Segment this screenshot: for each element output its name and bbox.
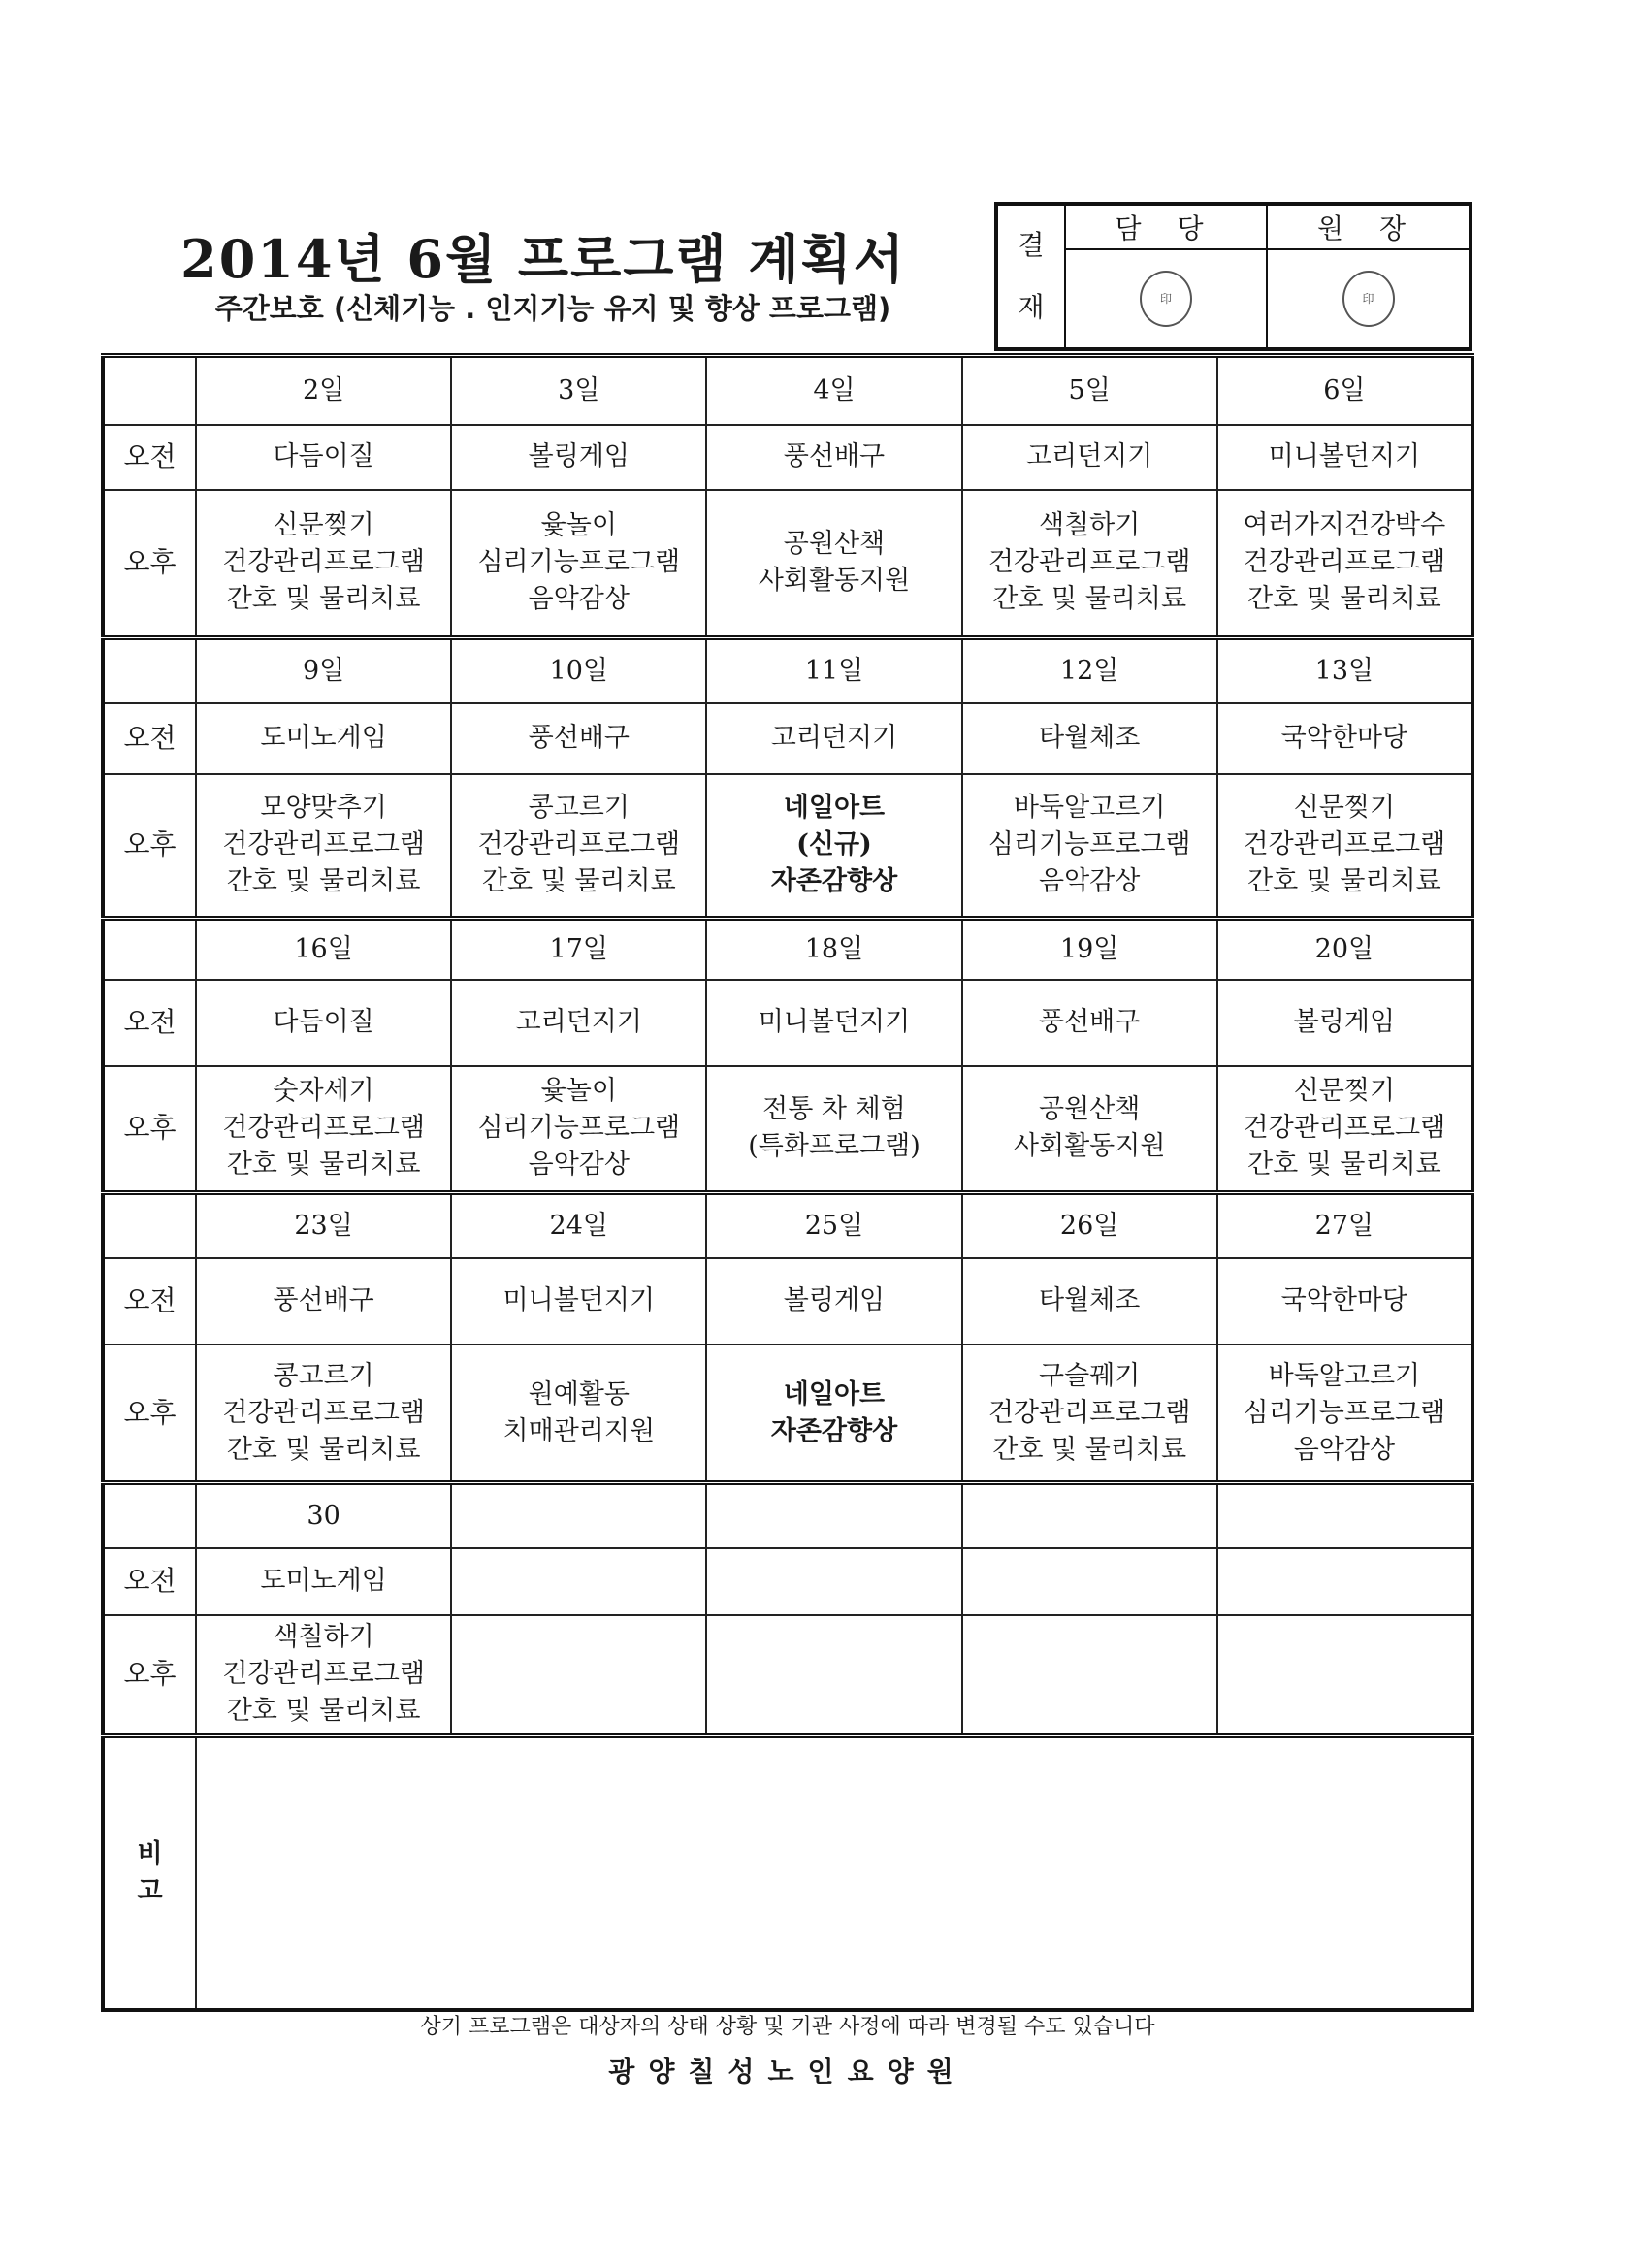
morning-program-cell: 볼링게임 (451, 425, 706, 490)
program-line: 색칠하기 (1038, 510, 1141, 541)
morning-label: 오전 (103, 1258, 196, 1345)
morning-program-cell: 도미노게임 (196, 1548, 451, 1615)
afternoon-row (103, 1615, 1472, 1735)
program-line: 건강관리프로그램 (1243, 547, 1446, 578)
organization-name: 광양칠성노인요양원 (608, 2056, 967, 2088)
manager-signature-stamp: 印 (1065, 249, 1267, 349)
morning-program-cell: 미니볼던지기 (706, 980, 961, 1067)
program-line: 공원산책 (1038, 1094, 1141, 1125)
afternoon-program-cell (451, 1345, 706, 1482)
afternoon-label: 오후 (103, 490, 196, 638)
date-cell: 24일 (451, 1192, 706, 1257)
program-line: 윷놀이 (540, 510, 617, 541)
program-line: 간호 및 물리치료 (992, 1434, 1187, 1465)
program-line: 건강관리프로그램 (222, 1113, 425, 1144)
program-line: 윷놀이 (540, 1076, 617, 1107)
program-line: 건강관리프로그램 (987, 1397, 1191, 1428)
program-line: 간호 및 물리치료 (1247, 584, 1441, 615)
afternoon-program-cell (196, 1615, 451, 1735)
program-line: 간호 및 물리치료 (226, 866, 421, 897)
afternoon-program-cell (196, 1345, 451, 1482)
date-cell: 5일 (962, 356, 1217, 425)
afternoon-label: 오후 (103, 1615, 196, 1735)
program-line: 간호 및 물리치료 (226, 584, 421, 615)
program-line: 음악감상 (528, 584, 630, 615)
date-cell: 19일 (962, 918, 1217, 979)
director-signature-stamp: 印 (1267, 249, 1471, 349)
morning-label: 오전 (103, 1548, 196, 1615)
program-line: 간호 및 물리치료 (481, 866, 676, 897)
afternoon-program-cell (1217, 490, 1472, 638)
morning-program-cell: 풍선배구 (196, 1258, 451, 1345)
program-line: 간호 및 물리치료 (226, 1696, 421, 1727)
date-cell (1217, 1483, 1472, 1548)
date-cell: 13일 (1217, 638, 1472, 703)
morning-row (103, 1258, 1472, 1345)
date-cell: 26일 (962, 1192, 1217, 1257)
morning-row (103, 425, 1472, 490)
program-line: 음악감상 (1038, 866, 1141, 897)
morning-program-cell: 다듬이질 (196, 980, 451, 1067)
schedule-table (101, 353, 1474, 2012)
approval-col-manager: 담 당 (1065, 204, 1267, 249)
program-line: 건강관리프로그램 (222, 1397, 425, 1428)
morning-program-cell: 고리던지기 (451, 980, 706, 1067)
morning-program-cell: 볼링게임 (1217, 980, 1472, 1067)
morning-program-cell: 국악한마당 (1217, 1258, 1472, 1345)
date-cell: 11일 (706, 638, 961, 703)
morning-program-cell (1217, 1548, 1472, 1615)
morning-row (103, 980, 1472, 1067)
program-line: 심리기능프로그램 (1243, 1397, 1446, 1428)
program-line: 숫자세기 (273, 1076, 374, 1107)
date-row (103, 918, 1472, 979)
date-cell (962, 1483, 1217, 1548)
date-row (103, 1483, 1472, 1548)
date-row-label (103, 918, 196, 979)
date-cell: 23일 (196, 1192, 451, 1257)
morning-program-cell: 고리던지기 (706, 703, 961, 774)
afternoon-program-cell (706, 490, 961, 638)
afternoon-program-cell (1217, 774, 1472, 919)
morning-label: 오전 (103, 425, 196, 490)
program-line: 바둑알고르기 (1013, 793, 1166, 824)
program-line: 건강관리프로그램 (222, 547, 425, 578)
morning-program-cell: 다듬이질 (196, 425, 451, 490)
program-line: 건강관리프로그램 (987, 547, 1191, 578)
program-line: 신문찢기 (273, 510, 374, 541)
date-row-label (103, 1483, 196, 1548)
program-line: 바둑알고르기 (1268, 1360, 1421, 1391)
program-line: 콩고르기 (528, 793, 630, 824)
program-line: 건강관리프로그램 (1243, 1113, 1446, 1144)
schedule-body (103, 356, 1472, 1736)
afternoon-program-cell (706, 774, 961, 919)
date-cell: 20일 (1217, 918, 1472, 979)
date-row-label (103, 638, 196, 703)
afternoon-program-cell (1217, 1615, 1472, 1735)
date-cell: 3일 (451, 356, 706, 425)
program-line: (특화프로그램) (748, 1131, 921, 1162)
morning-program-cell: 미니볼던지기 (1217, 425, 1472, 490)
date-row (103, 356, 1472, 425)
program-line: 모양맞추기 (260, 793, 387, 824)
page-subtitle: 주간보호 (신체기능 . 인지기능 유지 및 향상 프로그램) (214, 292, 891, 325)
approval-box (994, 202, 1472, 351)
morning-program-cell: 타월체조 (962, 1258, 1217, 1345)
morning-row (103, 1548, 1472, 1615)
date-cell (451, 1483, 706, 1548)
morning-program-cell: 타월체조 (962, 703, 1217, 774)
afternoon-program-cell (962, 774, 1217, 919)
morning-program-cell (706, 1548, 961, 1615)
morning-program-cell: 풍선배구 (451, 703, 706, 774)
program-line: 공원산책 (783, 529, 886, 560)
morning-program-cell: 볼링게임 (706, 1258, 961, 1345)
date-cell: 18일 (706, 918, 961, 979)
morning-program-cell: 고리던지기 (962, 425, 1217, 490)
morning-label: 오전 (103, 703, 196, 774)
afternoon-program-cell (451, 1615, 706, 1735)
program-line: 자존감향상 (770, 866, 898, 897)
date-cell: 9일 (196, 638, 451, 703)
morning-program-cell: 도미노게임 (196, 703, 451, 774)
afternoon-program-cell (451, 774, 706, 919)
date-cell: 17일 (451, 918, 706, 979)
remarks-area (196, 1735, 1472, 2010)
program-line: 간호 및 물리치료 (1247, 866, 1441, 897)
date-cell: 30 (196, 1483, 451, 1548)
program-line: 전통 차 체험 (762, 1094, 906, 1125)
afternoon-label: 오후 (103, 774, 196, 919)
program-line: 간호 및 물리치료 (226, 1150, 421, 1181)
program-line: 음악감상 (1293, 1434, 1396, 1465)
afternoon-program-cell (962, 490, 1217, 638)
program-line: 여러가지건강박수 (1243, 510, 1446, 541)
date-cell: 25일 (706, 1192, 961, 1257)
afternoon-label: 오후 (103, 1345, 196, 1482)
program-line: 심리기능프로그램 (477, 1113, 681, 1144)
program-line: 치매관리지원 (502, 1415, 656, 1446)
afternoon-row (103, 1345, 1472, 1482)
program-line: 간호 및 물리치료 (1247, 1150, 1441, 1181)
afternoon-program-cell (962, 1615, 1217, 1735)
afternoon-program-cell (1217, 1345, 1472, 1482)
morning-program-cell (451, 1548, 706, 1615)
morning-program-cell: 국악한마당 (1217, 703, 1472, 774)
afternoon-row (103, 490, 1472, 638)
remarks-label: 비 고 (103, 1735, 196, 2010)
date-cell: 16일 (196, 918, 451, 979)
program-line: 심리기능프로그램 (987, 829, 1191, 860)
program-line: 건강관리프로그램 (477, 829, 681, 860)
approval-col-director: 원 장 (1267, 204, 1471, 249)
morning-program-cell: 풍선배구 (962, 980, 1217, 1067)
program-line: 간호 및 물리치료 (992, 584, 1187, 615)
program-line: 건강관리프로그램 (1243, 829, 1446, 860)
afternoon-row (103, 1066, 1472, 1192)
date-row (103, 1192, 1472, 1257)
afternoon-program-cell (962, 1345, 1217, 1482)
morning-label: 오전 (103, 980, 196, 1067)
afternoon-program-cell (196, 1066, 451, 1192)
date-cell: 10일 (451, 638, 706, 703)
afternoon-row (103, 774, 1472, 919)
morning-program-cell (962, 1548, 1217, 1615)
afternoon-program-cell (196, 774, 451, 919)
afternoon-program-cell (196, 490, 451, 638)
date-row-label (103, 1192, 196, 1257)
remarks-row (103, 1735, 1472, 2010)
date-cell (706, 1483, 961, 1548)
program-line: 심리기능프로그램 (477, 547, 681, 578)
date-cell: 27일 (1217, 1192, 1472, 1257)
afternoon-program-cell (451, 1066, 706, 1192)
date-row (103, 638, 1472, 703)
approval-label: 결 재 (996, 204, 1065, 349)
page-title: 2014년 6월 프로그램 계획서 (180, 228, 906, 290)
program-line: 사회활동지원 (1013, 1131, 1166, 1162)
program-line: 신문찢기 (1293, 793, 1396, 824)
program-line: 자존감향상 (770, 1415, 898, 1446)
morning-program-cell: 풍선배구 (706, 425, 961, 490)
afternoon-program-cell (706, 1066, 961, 1192)
program-line: (신규) (796, 829, 872, 860)
program-line: 원예활동 (528, 1378, 630, 1409)
program-line: 건강관리프로그램 (222, 829, 425, 860)
afternoon-program-cell (1217, 1066, 1472, 1192)
program-line: 콩고르기 (273, 1360, 374, 1391)
program-line: 음악감상 (528, 1150, 630, 1181)
date-row-label (103, 356, 196, 425)
date-cell: 4일 (706, 356, 961, 425)
program-line: 신문찢기 (1293, 1076, 1396, 1107)
afternoon-label: 오후 (103, 1066, 196, 1192)
afternoon-program-cell (706, 1345, 961, 1482)
date-cell: 6일 (1217, 356, 1472, 425)
program-line: 사회활동지원 (758, 566, 911, 597)
program-line: 네일아트 (783, 1378, 886, 1409)
date-cell: 12일 (962, 638, 1217, 703)
afternoon-program-cell (451, 490, 706, 638)
afternoon-program-cell (962, 1066, 1217, 1192)
footer-note: 상기 프로그램은 대상자의 상태 상황 및 기관 사정에 따라 변경될 수도 있습니다 (420, 2015, 1155, 2039)
program-line: 구슬꿰기 (1038, 1360, 1141, 1391)
program-line: 색칠하기 (273, 1622, 374, 1653)
date-cell: 2일 (196, 356, 451, 425)
program-line: 간호 및 물리치료 (226, 1434, 421, 1465)
morning-program-cell: 미니볼던지기 (451, 1258, 706, 1345)
morning-row (103, 703, 1472, 774)
afternoon-program-cell (706, 1615, 961, 1735)
program-line: 네일아트 (783, 793, 886, 824)
program-line: 건강관리프로그램 (222, 1659, 425, 1690)
